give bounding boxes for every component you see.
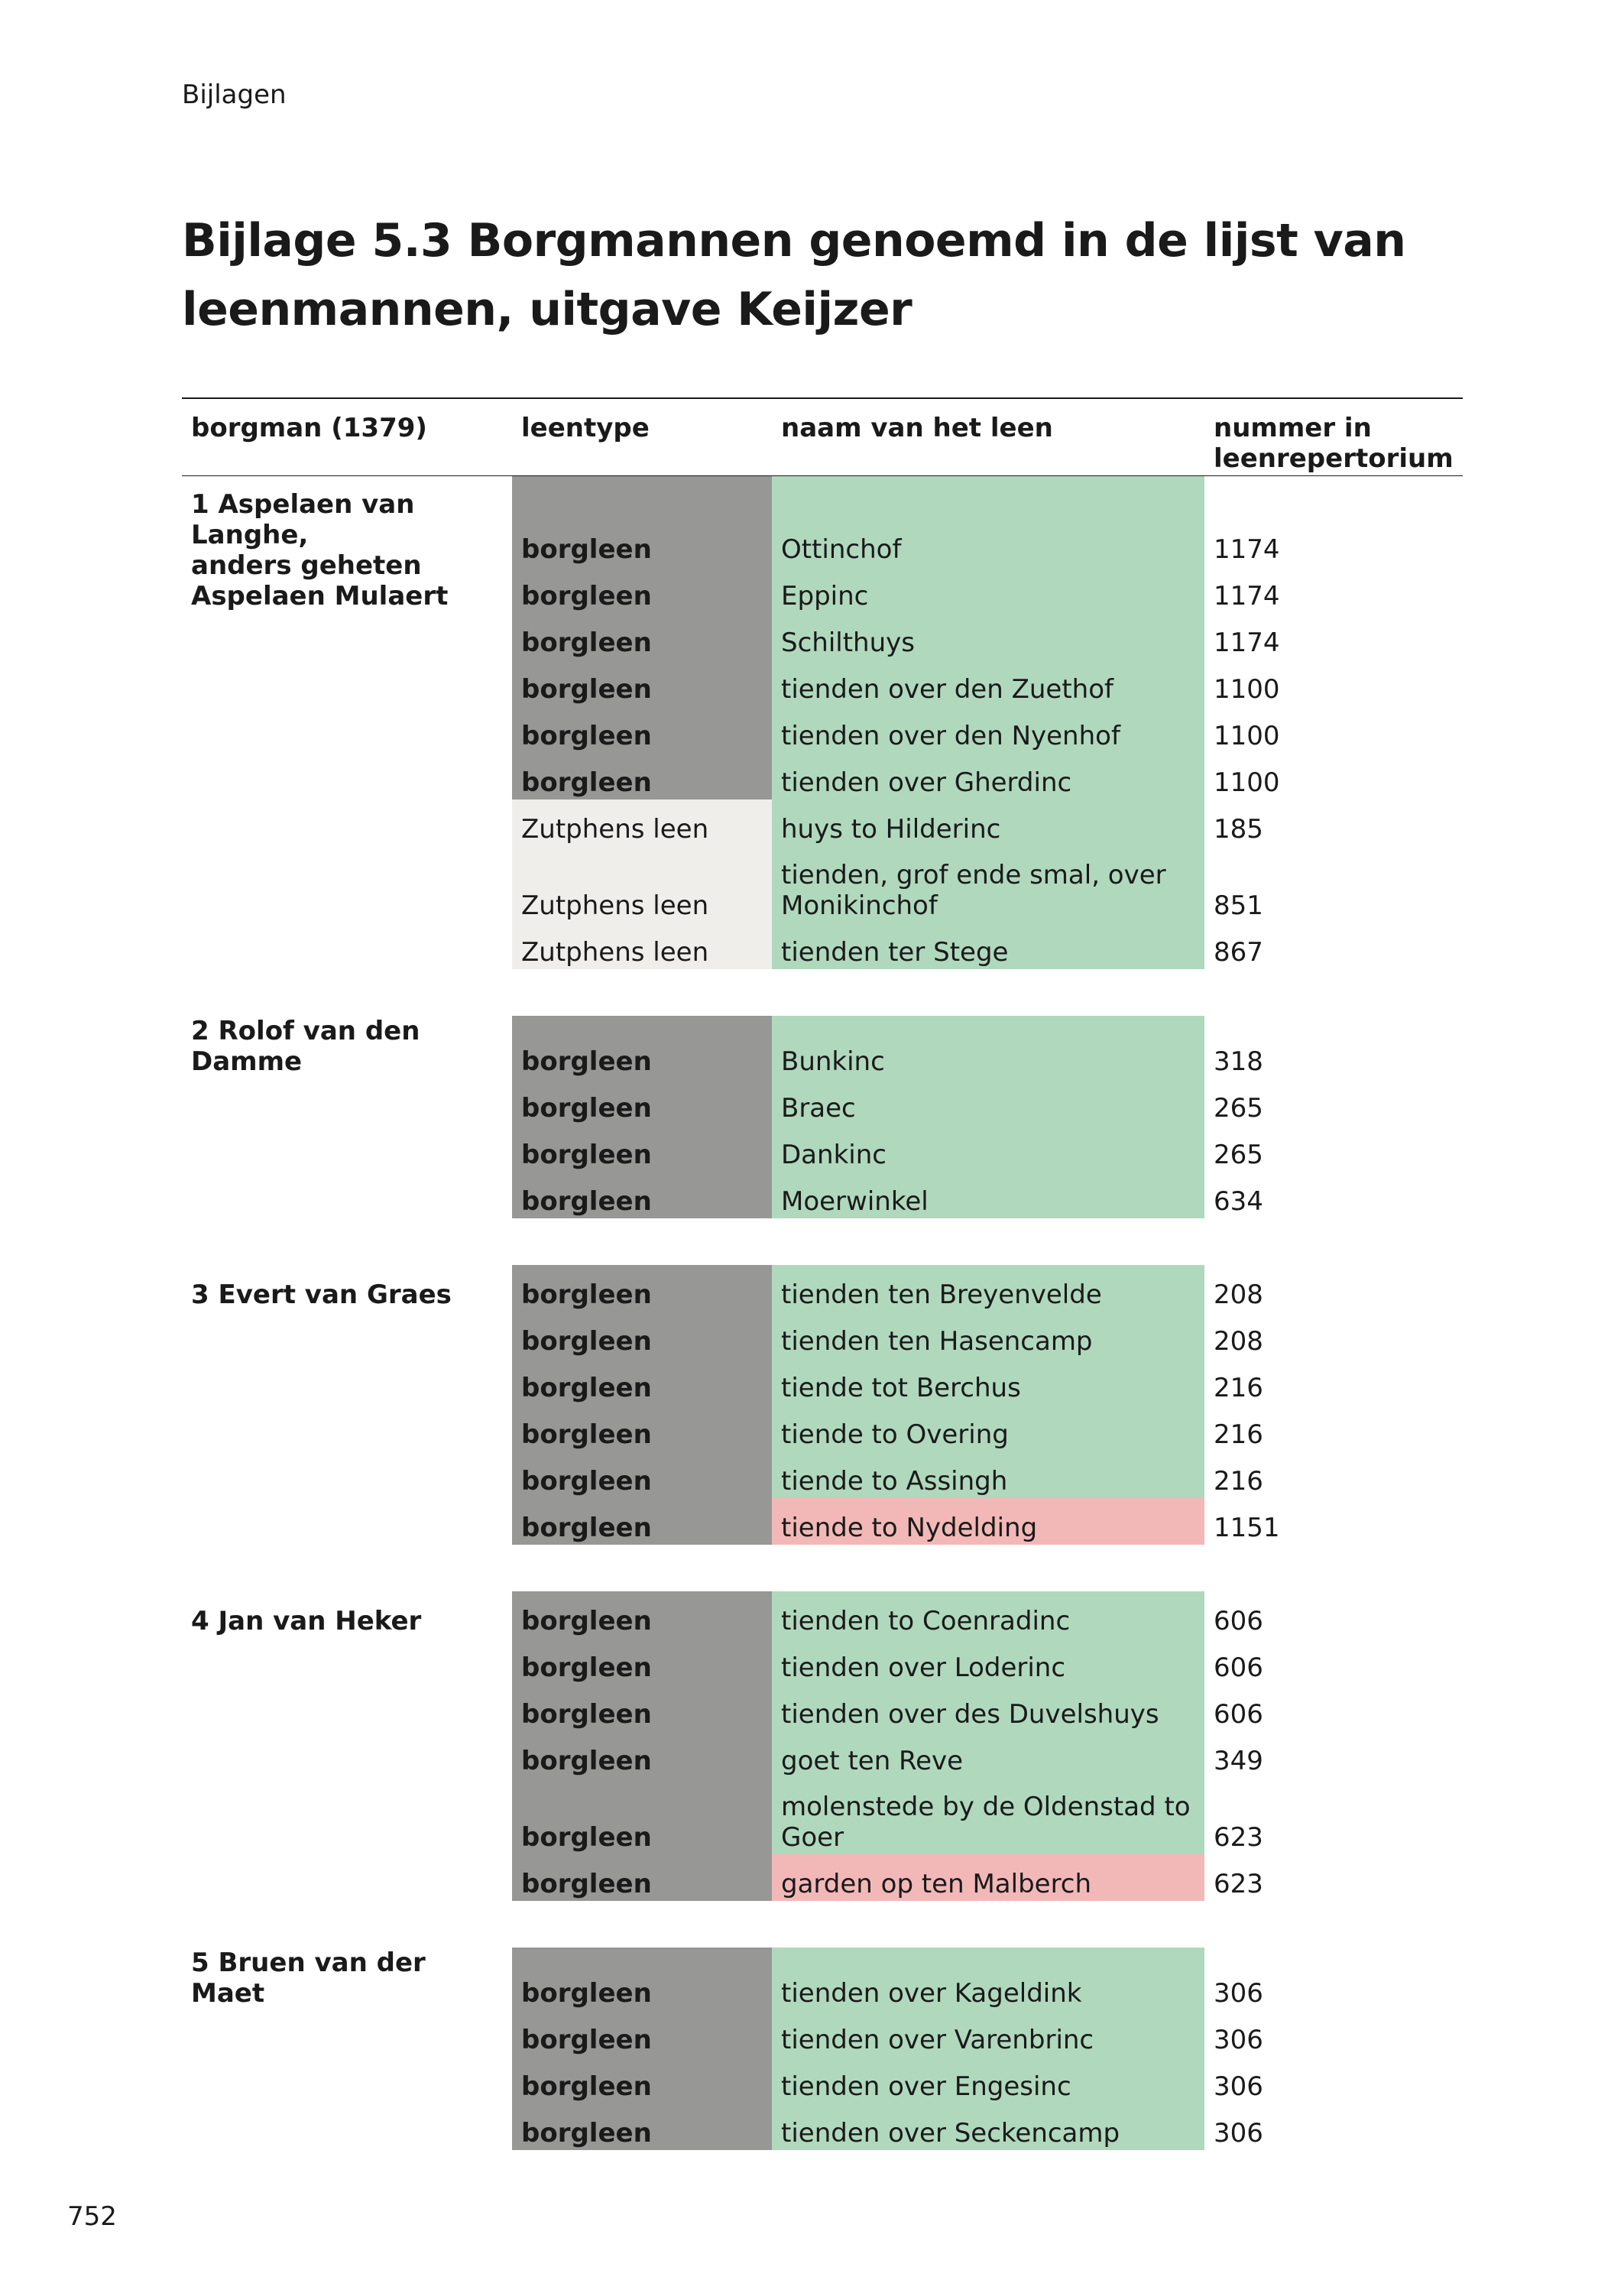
leen-number-cell: 606 [1214, 1652, 1263, 1683]
leentype-cell: borgleen [512, 2057, 772, 2103]
leentype-cell: borgleen [512, 1854, 772, 1901]
leen-name-cell [772, 846, 1204, 923]
leen-name-cell: tienden to Coenradinc [772, 1591, 1204, 1638]
title-line-1: Bijlage 5.3 Borgmannen genoemd in de lijst van [182, 214, 1406, 268]
row-spacer [182, 1545, 1463, 1591]
borgman-name: 2 Rolof van den Damme [191, 1015, 420, 1077]
leentype-cell: borgleen [512, 1265, 772, 1312]
leen-name-cell: tiende tot Berchus [772, 1358, 1204, 1405]
table-row [182, 1778, 1463, 1854]
table-row [182, 706, 1463, 753]
leentype-cell: borgleen [512, 1948, 772, 2010]
leen-number-cell: 265 [1214, 1139, 1263, 1170]
row-spacer [182, 969, 1463, 1016]
leen-name-cell: garden op ten Malberch [772, 1854, 1204, 1901]
leen-name-cell: huys to Hilderinc [772, 799, 1204, 846]
leen-name-cell: tiende to Overing [772, 1405, 1204, 1451]
column-header-nummer [1204, 398, 1463, 476]
borgman-name: 5 Bruen van der Maet [191, 1947, 426, 2009]
leentype-cell: borgleen [512, 1016, 772, 1078]
leen-name-cell: tienden over Varenbrinc [772, 2010, 1204, 2057]
borgman-name-line: 1 Aspelaen van Langhe, [191, 488, 415, 550]
leen-number-cell: 867 [1214, 936, 1263, 968]
leen-number-cell: 306 [1214, 2117, 1263, 2149]
page-title [182, 206, 1481, 344]
row-spacer [182, 1218, 1463, 1265]
table-row [182, 2057, 1463, 2103]
running-head: Bijlagen [182, 79, 287, 110]
table-row [182, 799, 1463, 846]
leentype-cell: borgleen [512, 1312, 772, 1358]
leen-number-cell: 1174 [1214, 534, 1280, 565]
leentype-cell: borgleen [512, 1125, 772, 1172]
leentype-cell: borgleen [512, 1405, 772, 1451]
leen-name-cell: tienden over des Duvelshuys [772, 1685, 1204, 1731]
leen-name-cell: tienden ten Hasencamp [772, 1312, 1204, 1358]
table-row [182, 1265, 1463, 1312]
leen-number-cell: 606 [1214, 1605, 1263, 1636]
borgmannen-table [182, 397, 1463, 2150]
leen-name-cell: tiende to Assingh [772, 1451, 1204, 1498]
borgman-name-line: anders geheten [191, 550, 422, 581]
row-spacer [182, 1901, 1463, 1948]
leentype-cell: Zutphens leen [512, 923, 772, 969]
leen-name-cell: Dankinc [772, 1125, 1204, 1172]
leentype-cell: borgleen [512, 753, 772, 799]
table-row [182, 1358, 1463, 1405]
leen-name-cell: tienden over Gherdinc [772, 753, 1204, 799]
table-row [182, 923, 1463, 969]
leen-name-cell: Braec [772, 1078, 1204, 1125]
leen-number-cell: 623 [1214, 1821, 1263, 1853]
leen-name-cell: tienden over Loderinc [772, 1638, 1204, 1685]
leen-number-cell: 216 [1214, 1465, 1263, 1497]
table-row [182, 2103, 1463, 2150]
table-row [182, 1405, 1463, 1451]
leen-number-cell: 623 [1214, 1868, 1263, 1899]
leen-number-cell: 318 [1214, 1046, 1263, 1077]
leentype-cell: borgleen [512, 1078, 772, 1125]
leen-name-line: tienden, grof ende smal, over [781, 859, 1166, 890]
leen-name-cell: Eppinc [772, 566, 1204, 613]
leen-number-cell: 1151 [1214, 1512, 1280, 1543]
leen-number-cell: 1174 [1214, 580, 1280, 611]
column-header-naam: naam van het leen [772, 398, 1204, 476]
leentype-cell: borgleen [512, 566, 772, 613]
leen-name-cell: tienden over den Nyenhof [772, 706, 1204, 753]
table-row [182, 846, 1463, 923]
leen-name-cell: Ottinchof [772, 476, 1204, 566]
leen-name-line: Monikinchof [781, 890, 938, 921]
leentype-cell: Zutphens leen [512, 799, 772, 846]
leen-number-cell: 216 [1214, 1372, 1263, 1403]
table-row [182, 1078, 1463, 1125]
title-line-2: leenmannen, uitgave Keijzer [182, 283, 912, 336]
table-row [182, 1591, 1463, 1638]
table-row [182, 1638, 1463, 1685]
leentype-cell: borgleen [512, 1591, 772, 1638]
leen-number-cell: 185 [1214, 813, 1263, 845]
leentype-cell: borgleen [512, 1685, 772, 1731]
leentype-cell: borgleen [512, 1778, 772, 1854]
leen-name-cell: goet ten Reve [772, 1731, 1204, 1778]
leen-name-cell: tienden ten Breyenvelde [772, 1265, 1204, 1312]
table-row [182, 1948, 1463, 2010]
leen-number-cell: 349 [1214, 1745, 1263, 1776]
column-header-borgman: borgman (1379) [182, 398, 512, 476]
leentype-cell: borgleen [512, 1172, 772, 1218]
leentype-cell: borgleen [512, 1638, 772, 1685]
table-row [182, 1016, 1463, 1078]
leen-name-cell: tienden over den Zuethof [772, 660, 1204, 706]
leen-number-cell: 1100 [1214, 767, 1280, 798]
leen-number-cell: 1100 [1214, 720, 1280, 751]
leen-number-cell: 208 [1214, 1325, 1263, 1357]
leen-number-cell: 216 [1214, 1419, 1263, 1450]
table-header-row [182, 398, 1463, 476]
leen-name-cell: Schilthuys [772, 613, 1204, 660]
leen-name-cell: Moerwinkel [772, 1172, 1204, 1218]
leen-number-cell: 265 [1214, 1092, 1263, 1124]
leen-number-cell: 306 [1214, 1977, 1263, 2009]
leen-number-cell: 634 [1214, 1185, 1263, 1217]
leen-number-cell: 1100 [1214, 673, 1280, 705]
page-number: 752 [67, 2201, 117, 2232]
leen-name-cell: tienden ter Stege [772, 923, 1204, 969]
leen-name-cell: tienden over Seckencamp [772, 2103, 1204, 2150]
leen-name-cell: tienden over Engesinc [772, 2057, 1204, 2103]
leen-name-cell: Bunkinc [772, 1016, 1204, 1078]
table-row [182, 2010, 1463, 2057]
borgman-name-line: Aspelaen Mulaert [191, 580, 449, 611]
leentype-cell: borgleen [512, 1451, 772, 1498]
column-header-nummer-line-1: nummer in [1214, 413, 1372, 443]
table-row [182, 1451, 1463, 1498]
leentype-cell: borgleen [512, 1498, 772, 1545]
leentype-cell: borgleen [512, 613, 772, 660]
leentype-cell: borgleen [512, 706, 772, 753]
leen-number-cell: 306 [1214, 2071, 1263, 2102]
table-row [182, 1685, 1463, 1731]
leentype-cell: borgleen [512, 476, 772, 566]
leentype-cell: borgleen [512, 1731, 772, 1778]
leen-name-line: Goer [781, 1821, 844, 1853]
leentype-cell: borgleen [512, 2010, 772, 2057]
leen-name-cell: tiende to Nydelding [772, 1498, 1204, 1545]
leen-number-cell: 1174 [1214, 627, 1280, 658]
leen-number-cell: 851 [1214, 890, 1263, 921]
leen-number-cell: 306 [1214, 2024, 1263, 2055]
leen-number-cell: 208 [1214, 1279, 1263, 1310]
table-row [182, 1498, 1463, 1545]
leentype-cell: borgleen [512, 660, 772, 706]
leen-name-line: molenstede by de Oldenstad to [781, 1791, 1191, 1822]
table-row [182, 660, 1463, 706]
table-row [182, 753, 1463, 799]
leen-number-cell: 606 [1214, 1698, 1263, 1730]
table-row [182, 476, 1463, 566]
leen-name-cell [772, 1778, 1204, 1854]
table-row [182, 1854, 1463, 1901]
table-row [182, 1312, 1463, 1358]
table-row [182, 1125, 1463, 1172]
table-row [182, 1172, 1463, 1218]
leentype-cell: Zutphens leen [512, 846, 772, 923]
table-row [182, 1731, 1463, 1778]
column-header-nummer-line-2: leenrepertorium [1214, 443, 1454, 474]
borgman-name [182, 476, 512, 613]
leentype-cell: borgleen [512, 1358, 772, 1405]
borgman-name: 4 Jan van Heker [191, 1605, 422, 1636]
leentype-cell: borgleen [512, 2103, 772, 2150]
leen-name-cell: tienden over Kageldink [772, 1948, 1204, 2010]
borgman-name: 3 Evert van Graes [191, 1279, 452, 1310]
column-header-leentype: leentype [512, 398, 772, 476]
table-row [182, 613, 1463, 660]
